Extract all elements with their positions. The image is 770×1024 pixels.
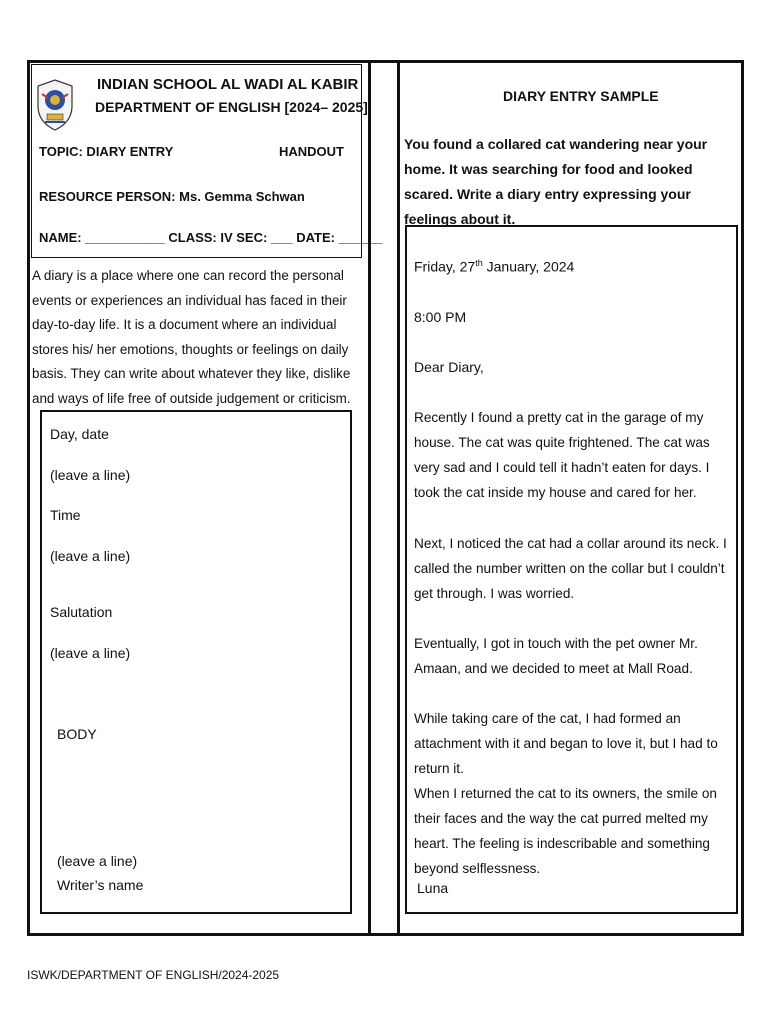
- sample-paragraph: When I returned the cat to its owners, the smile on their faces and the way the cat purred melted my heart. The feeling is indescribable and something beyond selflessness.: [414, 786, 717, 876]
- name-class-date-line: NAME: ___________ CLASS: IV SEC: ___ DATE: ______: [39, 230, 382, 245]
- column-divider: [368, 60, 400, 936]
- sample-paragraph: Eventually, I got in touch with the pet owner Mr. Amaan, and we decided to meet at Mall Road.: [414, 636, 698, 676]
- resource-person: RESOURCE PERSON: Ms. Gemma Schwan: [39, 189, 305, 204]
- sample-prompt: You found a collared cat wandering near your home. It was searching for food and looked scared. Write a diary entry expressing your feelings about it.: [404, 136, 708, 227]
- format-salutation: Salutation: [50, 604, 113, 620]
- sample-time: 8:00 PM: [414, 309, 467, 325]
- handout-label: HANDOUT: [279, 144, 344, 159]
- format-leave-line: (leave a line): [50, 645, 131, 661]
- footer-text: ISWK/DEPARTMENT OF ENGLISH/2024-2025: [27, 968, 280, 982]
- sample-date: Friday, 27th January, 2024: [414, 258, 575, 275]
- format-leave-line: (leave a line): [50, 467, 131, 483]
- sample-paragraph: Recently I found a pretty cat in the garage of my house. The cat was quite frightened. The cat was very sad and I could tell it hadn’t eaten for days. I took the cat inside my house and cared for her.: [414, 410, 710, 500]
- format-leave-line: (leave a line): [57, 853, 138, 869]
- topic-label: TOPIC: DIARY ENTRY: [39, 144, 174, 159]
- format-body: BODY: [57, 726, 97, 742]
- sample-salutation: Dear Diary,: [414, 359, 484, 375]
- format-writer-name: Writer’s name: [57, 877, 144, 893]
- school-name: INDIAN SCHOOL AL WADI AL KABIR: [97, 76, 359, 93]
- sample-signature: Luna: [417, 880, 449, 896]
- format-time: Time: [50, 507, 81, 523]
- format-leave-line: (leave a line): [50, 548, 131, 564]
- department-title: DEPARTMENT OF ENGLISH [2024– 2025]: [95, 99, 368, 115]
- sample-title: DIARY ENTRY SAMPLE: [503, 88, 659, 104]
- school-crest-icon: [36, 78, 74, 132]
- sample-paragraph: While taking care of the cat, I had formed an attachment with it and began to love it, but I had to return it.: [414, 711, 718, 776]
- header-box: [31, 64, 362, 258]
- format-day-date: Day, date: [50, 426, 109, 442]
- sample-paragraph: Next, I noticed the cat had a collar around its neck. I called the number written on the collar but I couldn’t get through. I was worried.: [414, 536, 727, 601]
- diary-format-box: [40, 410, 352, 914]
- diary-definition: A diary is a place where one can record the personal events or experiences an individual has faced in their day-to-day life. It is a document where an individual stores his/ her emotions, thoughts or feelings on daily basis. They can write about whatever they like, dislike and ways of life free of outside judgement or criticism.: [32, 268, 351, 406]
